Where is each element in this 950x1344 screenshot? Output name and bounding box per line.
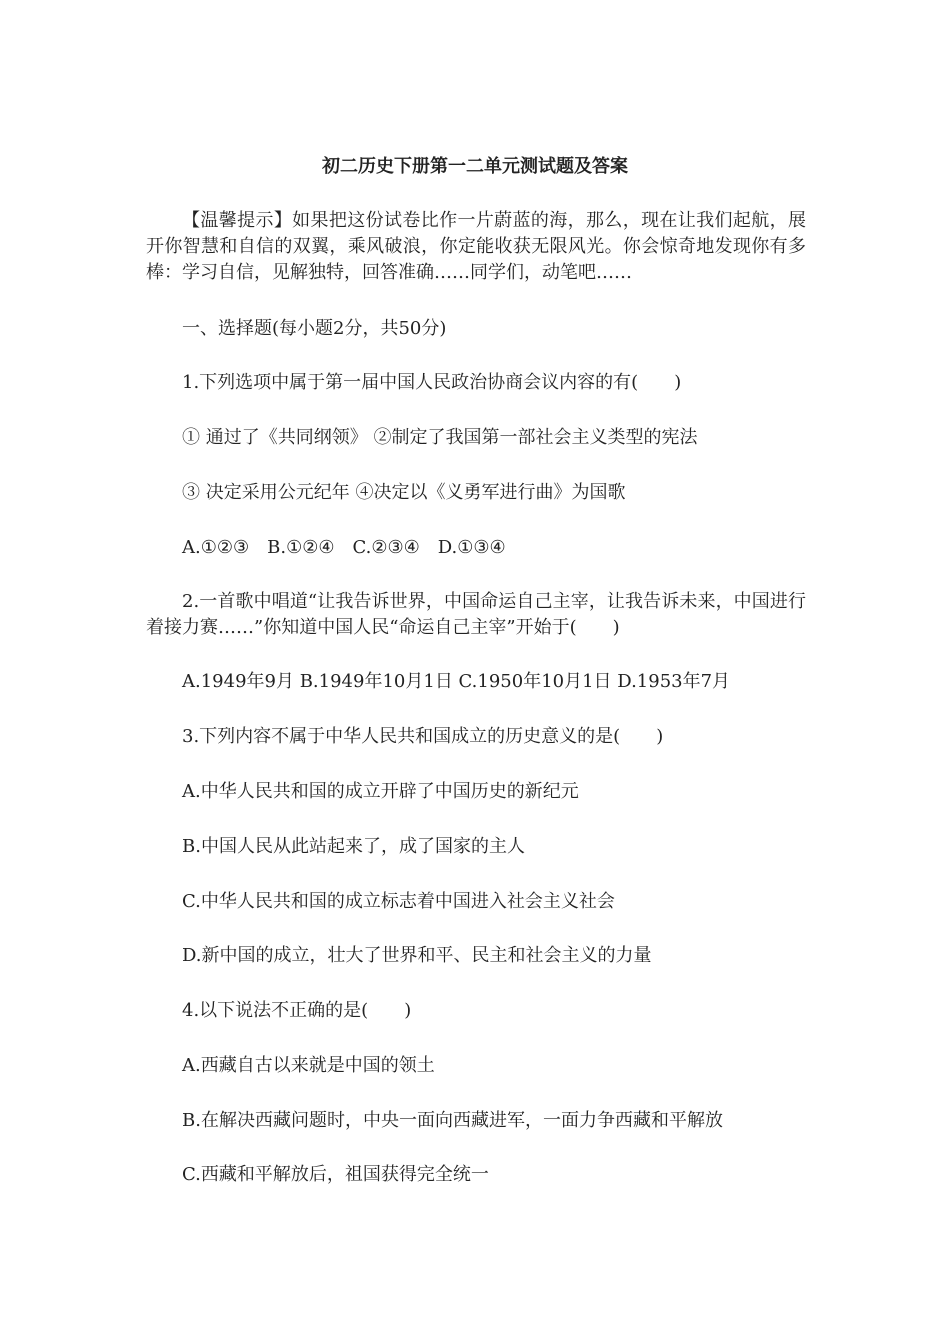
- question-3-option-d: D.新中国的成立，壮大了世界和平、民主和社会主义的力量: [182, 945, 652, 966]
- question-1-items-line-1: ① 通过了《共同纲领》 ②制定了我国第一部社会主义类型的宪法: [182, 427, 698, 448]
- question-3-option-a: A.中华人民共和国的成立开辟了中国历史的新纪元: [182, 781, 579, 802]
- question-4-option-a: A.西藏自古以来就是中国的领土: [182, 1055, 435, 1076]
- question-1-stem: 1.下列选项中属于第一届中国人民政治协商会议内容的有( ): [182, 372, 682, 393]
- question-4-stem: 4.以下说法不正确的是( ): [182, 1000, 412, 1021]
- question-2-options: A.1949年9月 B.1949年10月1日 C.1950年10月1日 D.1953年7月: [182, 671, 731, 692]
- question-2-stem: 2.一首歌中唱道“让我告诉世界，中国命运自己主宰，让我告诉未来，中国进行着接力赛……”你知道中国人民“命运自己主宰”开始于( ): [146, 591, 806, 638]
- question-3-stem: 3.下列内容不属于中华人民共和国成立的历史意义的是( ): [182, 726, 664, 747]
- question-3-option-b: B.中国人民从此站起来了，成了国家的主人: [182, 836, 525, 857]
- question-4-option-b: B.在解决西藏问题时，中央一面向西藏进军，一面力争西藏和平解放: [182, 1110, 723, 1131]
- question-3-option-c: C.中华人民共和国的成立标志着中国进入社会主义社会: [182, 891, 615, 912]
- question-1-options: A.①②③ B.①②④ C.②③④ D.①③④: [182, 537, 506, 558]
- section-heading: 一、选择题(每小题2分，共50分): [182, 318, 447, 339]
- question-4-option-c: C.西藏和平解放后，祖国获得完全统一: [182, 1164, 489, 1185]
- intro-paragraph: 【温馨提示】如果把这份试卷比作一片蔚蓝的海，那么，现在让我们起航，展开你智慧和自信的双翼，乘风破浪，你定能收获无限风光。你会惊奇地发现你有多棒：学习自信，见解独特，回答准确……同学们，动笔吧……: [146, 210, 806, 283]
- question-1-items-line-2: ③ 决定采用公元纪年 ④决定以《义勇军进行曲》为国歌: [182, 482, 626, 503]
- document-title: 初二历史下册第一二单元测试题及答案: [322, 156, 628, 177]
